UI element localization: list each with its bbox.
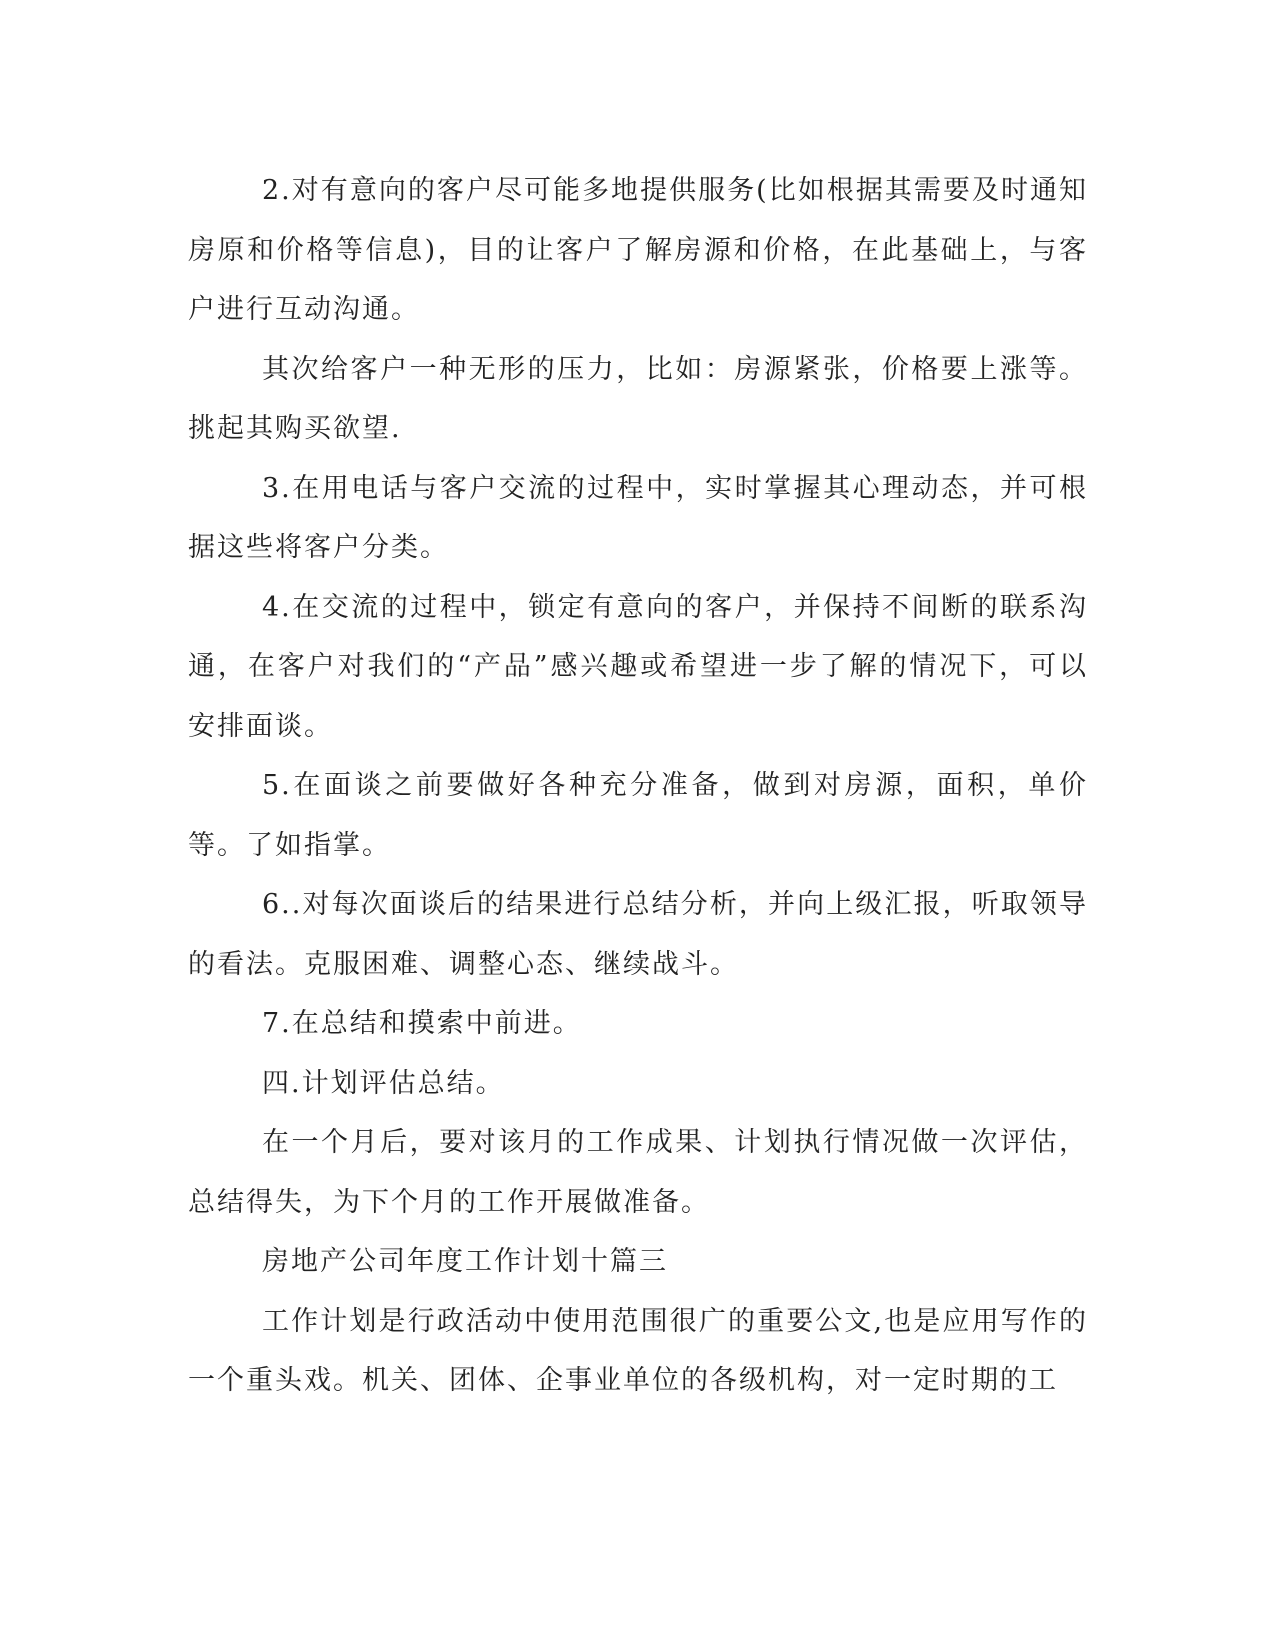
paragraph-service-intent-clients: 2.对有意向的客户尽可能多地提供服务(比如根据其需要及时通知房原和价格等信息)，目的让客户了解房源和价格，在此基础上，与客户进行互动沟通。 <box>188 175 1088 325</box>
paragraph-invisible-pressure: 其次给客户一种无形的压力，比如：房源紧张，价格要上涨等。挑起其购买欲望. <box>188 353 1088 444</box>
paragraph-progress: 7.在总结和摸索中前进。 <box>262 1008 582 1039</box>
paragraph-phone-communication: 3.在用电话与客户交流的过程中，实时掌握其心理动态，并可根据这些将客户分类。 <box>188 472 1088 563</box>
document-body <box>188 161 1088 1411</box>
paragraph-work-plan-intro: 工作计划是行政活动中使用范围很广的重要公文,也是应用写作的一个重头戏。机关、团体、企事业单位的各级机构，对一定时期的工 <box>188 1305 1088 1396</box>
paragraph-interview-summary: 6..对每次面谈后的结果进行总结分析，并向上级汇报，听取领导的看法。克服困难、调整心态、继续战斗。 <box>188 889 1088 980</box>
paragraph-interview-preparation: 5.在面谈之前要做好各种充分准备，做到对房源，面积，单价等。了如指掌。 <box>188 770 1088 861</box>
section-title-plan-three: 房地产公司年度工作计划十篇三 <box>262 1246 668 1277</box>
paragraph-monthly-evaluation: 在一个月后，要对该月的工作成果、计划执行情况做一次评估，总结得失，为下个月的工作开展做准备。 <box>188 1127 1088 1218</box>
section-heading-plan-evaluation: 四.计划评估总结。 <box>262 1067 505 1099</box>
paragraph-lock-intent-clients: 4.在交流的过程中，锁定有意向的客户，并保持不间断的联系沟通，在客户对我们的“产品”感兴趣或希望进一步了解的情况下，可以安排面谈。 <box>188 591 1088 742</box>
